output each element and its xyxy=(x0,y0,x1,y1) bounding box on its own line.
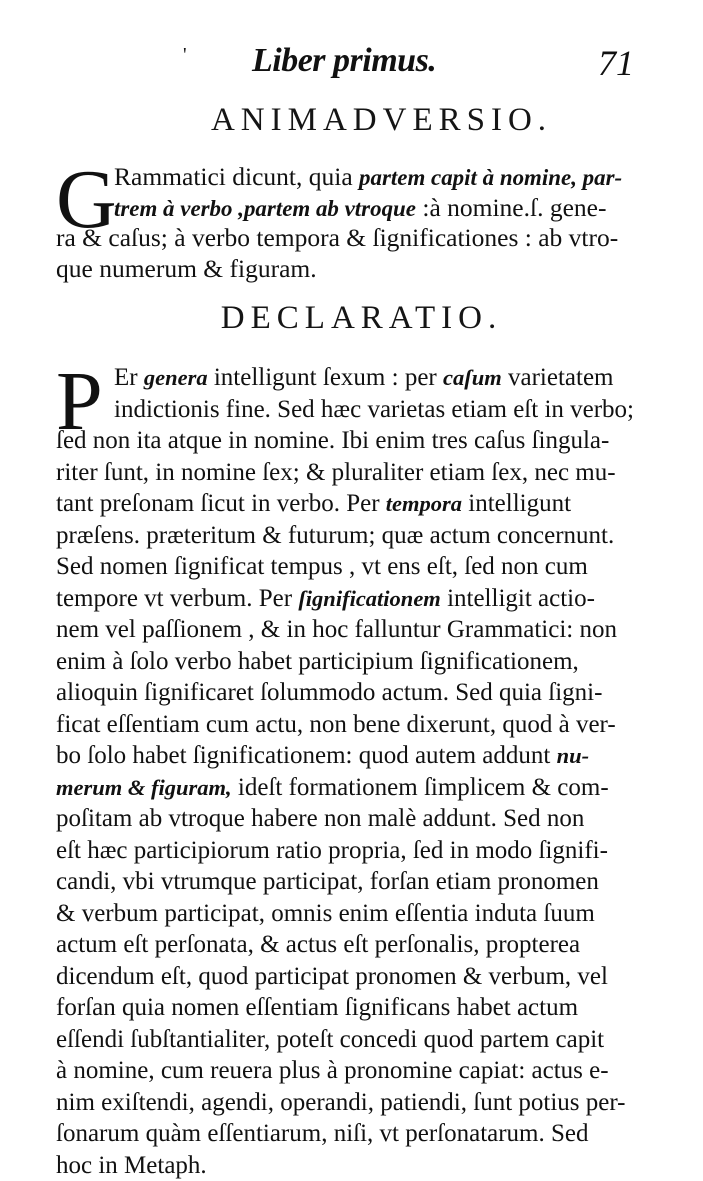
text-run: ideſt formationem ſimplicem & com- xyxy=(232,774,609,801)
italic-term: trem à verbo ,partem ab vtroque xyxy=(114,196,416,221)
text-line xyxy=(56,835,656,867)
text-line xyxy=(56,223,656,254)
heading-animadversio: ANIMADVERSIO. xyxy=(0,102,703,139)
text-run: que numerum & figuram. xyxy=(56,254,317,283)
text-run: nem vel paſſionem , & in hoc falluntur Grammatici: non xyxy=(56,616,617,643)
text-run: poſitam ab vtroque habere non malè addunt. Sed non xyxy=(56,805,584,832)
text-line xyxy=(56,520,656,552)
text-line xyxy=(56,992,656,1024)
text-line xyxy=(56,1118,656,1150)
text-run: tempore vt verbum. Per xyxy=(56,585,298,612)
italic-term: partem capit à nomine, par- xyxy=(359,165,622,190)
italic-term: genera xyxy=(144,365,208,390)
text-run: bo ſolo habet ſignificationem: quod autem addunt xyxy=(56,742,557,769)
text-line xyxy=(56,1024,656,1056)
text-run: eſſendi ſubſtantialiter, poteſt concedi quod partem capit xyxy=(56,1026,604,1053)
running-head xyxy=(0,40,703,84)
animadversio-paragraph xyxy=(56,162,656,284)
text-run: :à nomine.ſ. gene- xyxy=(416,193,606,222)
text-line xyxy=(56,488,656,520)
text-line xyxy=(56,772,656,804)
drop-cap-g: G xyxy=(56,164,117,236)
text-run: nim exiſtendi, agendi, operandi, patiendi, ſunt potius per- xyxy=(56,1089,626,1116)
text-line xyxy=(56,583,656,615)
text-line xyxy=(56,709,656,741)
text-line xyxy=(56,425,656,457)
text-line xyxy=(56,1087,656,1119)
text-run: riter ſunt, in nomine ſex; & pluraliter etiam ſex, nec mu- xyxy=(56,459,616,486)
page-number: 71 xyxy=(598,42,634,84)
text-line xyxy=(56,394,656,426)
text-line xyxy=(56,254,656,285)
text-run: ſed non ita atque in nomine. Ibi enim tres caſus ſingula- xyxy=(56,427,609,454)
text-run: ficat eſſentiam cum actu, non bene dixerunt, quod à ver- xyxy=(56,711,616,738)
text-run: ſonarum quàm eſſentiarum, niſi, vt perſonatarum. Sed xyxy=(56,1120,589,1147)
text-run: indictionis fine. Sed hæc varietas etiam eſt in verbo; xyxy=(114,396,634,423)
text-run: varietatem xyxy=(502,364,614,391)
text-line xyxy=(56,646,656,678)
text-run: candi, vbi vtrumque participat, forſan etiam pronomen xyxy=(56,868,599,895)
text-line xyxy=(56,961,656,993)
text-run: hoc in Metaph. xyxy=(56,1152,207,1179)
text-run: intelligunt xyxy=(462,490,571,517)
text-line xyxy=(56,740,656,772)
declaratio-paragraph xyxy=(56,362,656,1181)
text-run: enim à ſolo verbo habet participium ſignificationem, xyxy=(56,648,579,675)
text-run: Er xyxy=(114,364,144,391)
text-run: præſens. præteritum & futurum; quæ actum concernunt. xyxy=(56,522,614,549)
text-line xyxy=(56,162,656,193)
italic-term: merum & figuram, xyxy=(56,775,232,800)
text-run: dicendum eſt, quod participat pronomen & verbum, vel xyxy=(56,963,608,990)
text-run: alioquin ſignificaret ſolummodo actum. Sed quia ſigni- xyxy=(56,679,602,706)
text-run: actum eſt perſonata, & actus eſt perſonalis, propterea xyxy=(56,931,580,958)
text-run: Sed nomen ſignificat tempus , vt ens eſt, ſed non cum xyxy=(56,553,588,580)
text-run: à nomine, cum reuera plus à pronomine capiat: actus e- xyxy=(56,1057,609,1084)
text-line xyxy=(56,1150,656,1181)
italic-term: caſum xyxy=(443,365,502,390)
text-line xyxy=(56,457,656,489)
text-run: intelligunt ſexum : per xyxy=(208,364,443,391)
text-run: Rammatici dicunt, quia xyxy=(114,162,359,191)
text-run: forſan quia nomen eſſentiam ſignificans habet actum xyxy=(56,994,578,1021)
text-line xyxy=(56,929,656,961)
italic-term: nu- xyxy=(557,743,590,768)
text-line xyxy=(56,1055,656,1087)
text-run: eſt hæc participiorum ratio propria, ſed in modo ſignifi- xyxy=(56,837,608,864)
text-run: ra & caſus; à verbo tempora & ſignificationes : ab vtro- xyxy=(56,223,618,252)
text-run: tant preſonam ſicut in verbo. Per xyxy=(56,490,386,517)
text-line xyxy=(56,551,656,583)
animadversio-lines xyxy=(56,162,656,284)
text-line xyxy=(56,803,656,835)
text-line xyxy=(56,677,656,709)
text-line xyxy=(56,866,656,898)
running-head-title: Liber primus. xyxy=(252,42,436,80)
heading-declaratio: DECLARATIO. xyxy=(0,300,703,337)
text-run: & verbum participat, omnis enim eſſentia induta ſuum xyxy=(56,900,595,927)
declaratio-lines xyxy=(56,362,656,1181)
italic-term: ſignificationem xyxy=(298,586,441,611)
text-line xyxy=(56,193,656,224)
text-line xyxy=(56,614,656,646)
text-line xyxy=(56,362,656,394)
drop-cap-p: P xyxy=(56,368,103,436)
text-run: intelligit actio- xyxy=(441,585,595,612)
italic-term: tempora xyxy=(386,491,462,516)
running-head-mark: ' xyxy=(183,44,187,67)
text-line xyxy=(56,898,656,930)
